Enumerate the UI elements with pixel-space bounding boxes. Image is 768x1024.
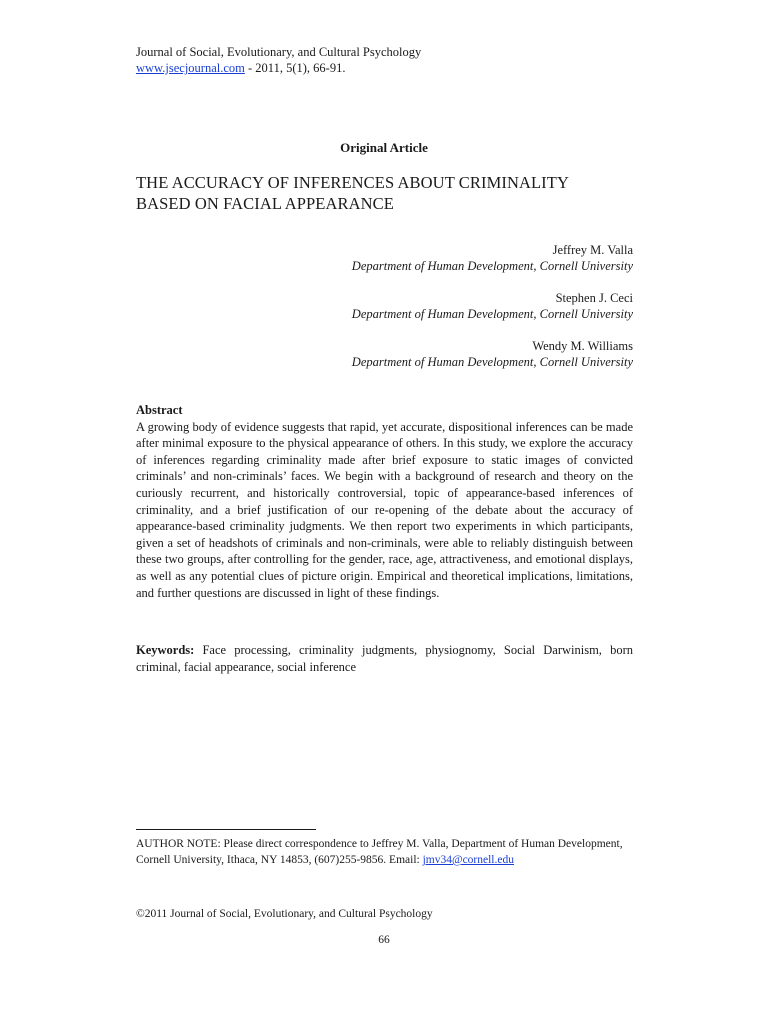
- paper-title-line-2: BASED ON FACIAL APPEARANCE: [136, 194, 394, 213]
- author-note-text: AUTHOR NOTE: Please direct correspondence to Jeffrey M. Valla, Department of Human Development, Cornell University, Ithaca, NY 14853, (607)255-9856. Email:: [136, 838, 623, 866]
- author-name: Jeffrey M. Valla: [552, 243, 633, 257]
- author-note: [136, 836, 636, 868]
- author-name: Stephen J. Ceci: [555, 291, 633, 305]
- article-type-label: Original Article: [340, 140, 428, 155]
- citation-text: - 2011, 5(1), 66-91.: [244, 61, 346, 75]
- abstract-heading: Abstract: [136, 403, 183, 417]
- keywords-text: Face processing, criminality judgments, physiognomy, Social Darwinism, born criminal, facial appearance, social inference: [136, 643, 633, 674]
- page-number: 66: [378, 934, 390, 946]
- paper-title: [136, 172, 636, 214]
- keywords-label: Keywords:: [136, 643, 195, 657]
- author-email-link[interactable]: jmv34@cornell.edu: [422, 854, 514, 866]
- author-list: [213, 242, 633, 386]
- author-name: Wendy M. Williams: [532, 339, 633, 353]
- author-block: [213, 242, 633, 274]
- author-affiliation: Department of Human Development, Cornell University: [351, 355, 633, 369]
- journal-url-link[interactable]: www.jsecjournal.com: [136, 61, 245, 75]
- author-affiliation: Department of Human Development, Cornell University: [351, 307, 633, 321]
- abstract-body: A growing body of evidence suggests that rapid, yet accurate, dispositional inferences can be made after minimal exposure to the physical appearance of others. In this study, we explore the accuracy of inferences regarding criminality made after brief exposure to static images of convicted criminals’ and non-criminals’ faces. We begin with a background of research and theory on the curiously recurrent, and historically controversial, topic of appearance-based inferences of criminality, and a brief justification of our re-opening of the debate about the accuracy of appearance-based criminality judgments. We then report two experiments in which participants, given a set of headshots of criminals and non-criminals, were able to reliably distinguish between these two groups, after controlling for the gender, race, age, attractiveness, and emotional displays, as well as any potential clues of picture origin. Empirical and theoretical implications, limitations, and further questions are discussed in light of these findings.: [136, 419, 633, 600]
- author-block: [213, 290, 633, 322]
- footnote-divider: [136, 829, 316, 830]
- author-block: [213, 338, 633, 370]
- journal-name: Journal of Social, Evolutionary, and Cultural Psychology: [136, 45, 422, 59]
- paper-title-line-1: THE ACCURACY OF INFERENCES ABOUT CRIMINALITY: [136, 173, 569, 192]
- citation-line: [136, 60, 345, 76]
- abstract-section: [136, 402, 633, 601]
- keywords-section: [136, 642, 633, 676]
- copyright-notice: ©2011 Journal of Social, Evolutionary, and Cultural Psychology: [136, 908, 433, 920]
- author-affiliation: Department of Human Development, Cornell University: [351, 259, 633, 273]
